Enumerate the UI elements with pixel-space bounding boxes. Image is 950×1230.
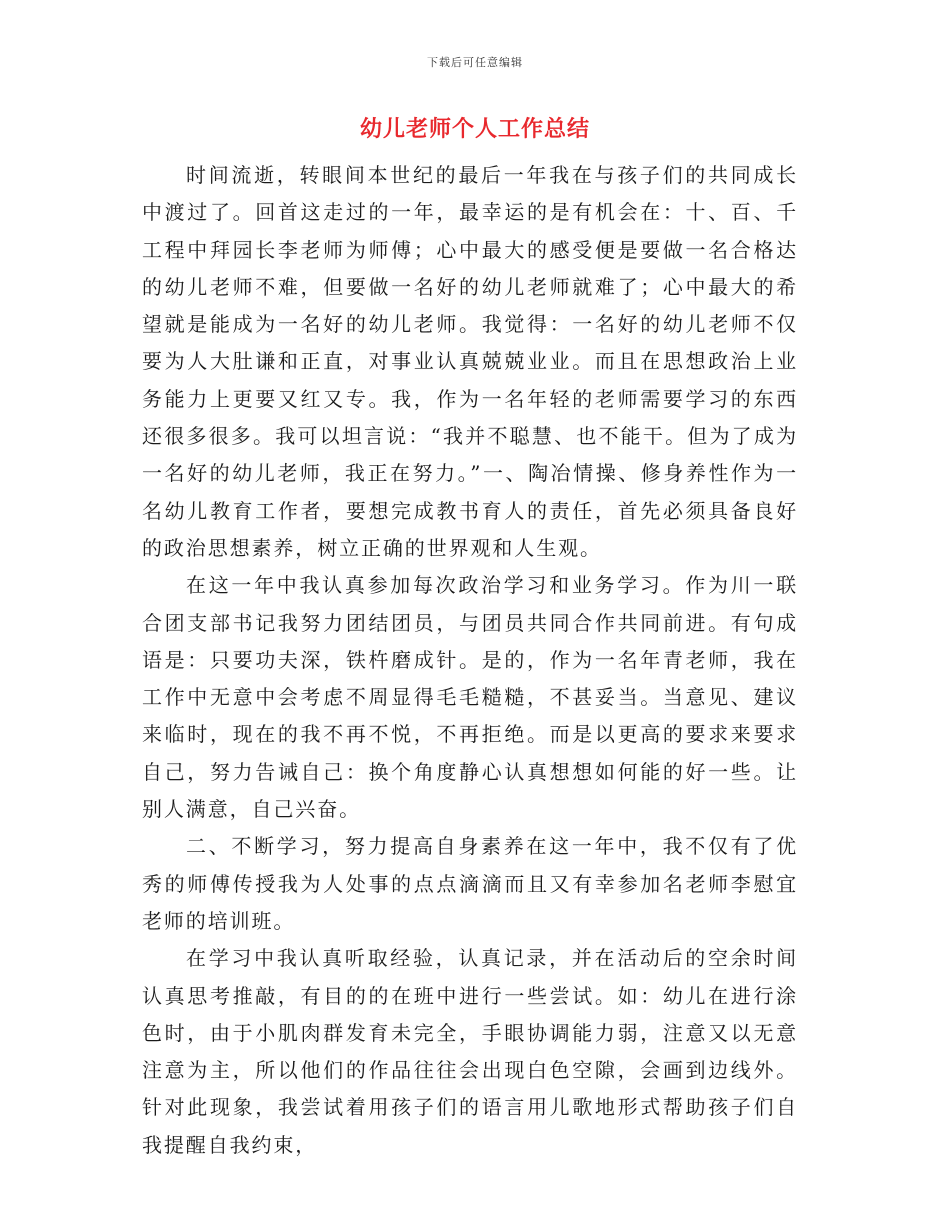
document-body bbox=[142, 157, 798, 1164]
paragraph-3: 二、不断学习，努力提高自身素养在这一年中，我不仅有了优秀的师傅传授我为人处事的点点滴滴而且又有幸参加名老师李慰宜老师的培训班。 bbox=[142, 834, 798, 933]
paragraph-2: 在这一年中我认真参加每次政治学习和业务学习。作为川一联合团支部书记我努力团结团员，与团员共同合作共同前进。有句成语是：只要功夫深，铁杵磨成针。是的，作为一名年青老师，我在工作中无意中会考虑不周显得毛毛糙糙，不甚妥当。当意见、建议来临时，现在的我不再不悦，不再拒绝。而是以更高的要求来要求自己，努力告诫自己：换个角度静心认真想想如何能的好一些。让别人满意，自己兴奋。 bbox=[142, 573, 798, 822]
document-title: 幼儿老师个人工作总结 bbox=[359, 116, 590, 142]
paragraph-4: 在学习中我认真听取经验，认真记录，并在活动后的空余时间认真思考推敲，有目的的在班中进行一些尝试。如：幼儿在进行涂色时，由于小肌肉群发育未完全，手眼协调能力弱，注意又以无意注意为主，所以他们的作品往往会出现白色空隙，会画到边线外。针对此现象，我尝试着用孩子们的语言用儿歌地形式帮助孩子们自我提醒自我约束， bbox=[142, 946, 798, 1157]
paragraph-1: 时间流逝，转眼间本世纪的最后一年我在与孩子们的共同成长中渡过了。回首这走过的一年，最幸运的是有机会在：十、百、千工程中拜园长李老师为师傅；心中最大的感受便是要做一名合格达的幼儿老师不难，但要做一名好的幼儿老师就难了；心中最大的希望就是能成为一名好的幼儿老师。我觉得：一名好的幼儿老师不仅要为人大肚谦和正直，对事业认真兢兢业业。而且在思想政治上业务能力上更要又红又专。我，作为一名年轻的老师需要学习的东西还很多很多。我可以坦言说：“我并不聪慧、也不能干。但为了成为一名好的幼儿老师，我正在努力。”一、陶冶情操、修身养性作为一名幼儿教育工作者，要想完成教书育人的责任，首先必须具备良好的政治思想素养，树立正确的世界观和人生观。 bbox=[142, 163, 798, 560]
page-header-note: 下载后可任意编辑 bbox=[427, 56, 523, 69]
